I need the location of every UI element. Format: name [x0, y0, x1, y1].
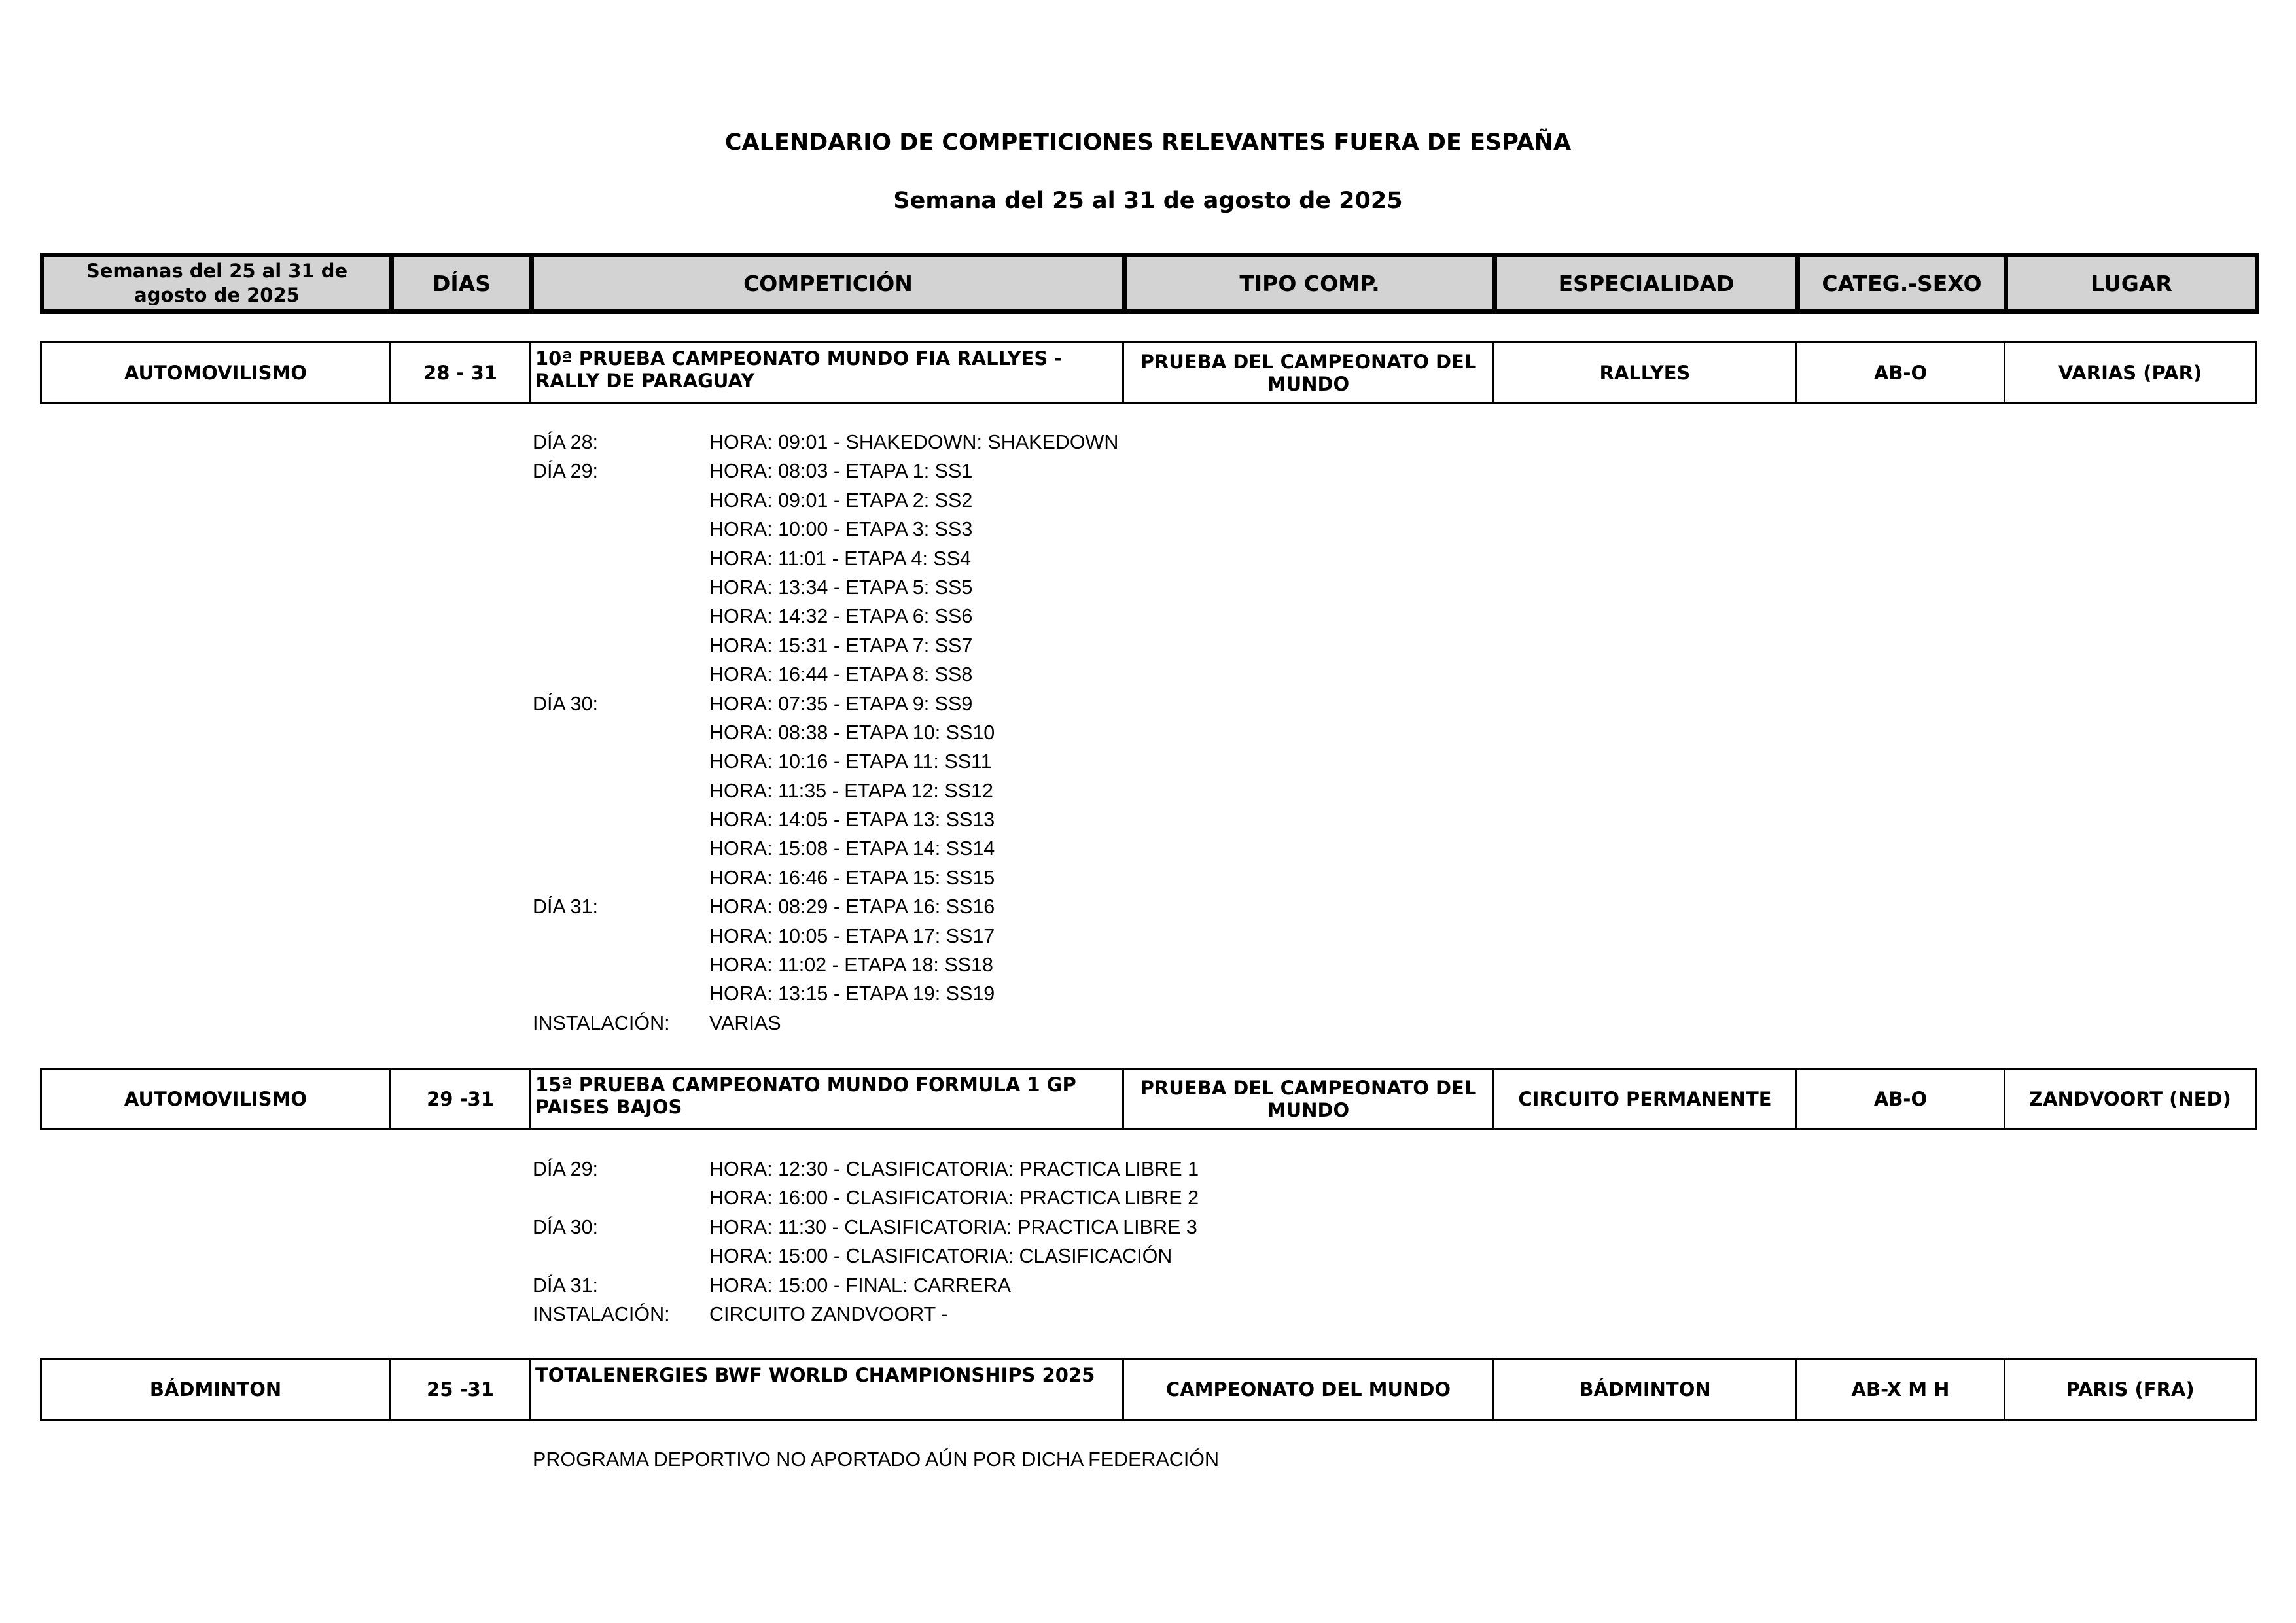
schedule-venue-label: INSTALACIÓN: [533, 1302, 670, 1325]
schedule-line [533, 864, 1118, 892]
schedule-entry: HORA: 15:00 - FINAL: CARRERA [709, 1274, 1012, 1297]
event-category: AB-X M H [1797, 1359, 2005, 1420]
event-row [41, 1069, 2256, 1130]
schedule-day-label: DÍA 29: [533, 460, 599, 483]
schedule-entry: HORA: 14:05 - ETAPA 13: SS13 [709, 809, 995, 831]
schedule-line [533, 777, 1118, 805]
schedule-line [533, 979, 1118, 1008]
schedule-entry: HORA: 08:29 - ETAPA 16: SS16 [709, 896, 995, 918]
schedule-day-label: DÍA 28: [533, 431, 599, 453]
header-week: Semanas del 25 al 31 de agosto de 2025 [43, 255, 392, 312]
event-row-table [40, 1358, 2257, 1421]
event-schedule [533, 1155, 1199, 1329]
header-type: TIPO COMP. [1125, 255, 1495, 312]
schedule-entry: HORA: 15:31 - ETAPA 7: SS7 [709, 634, 973, 657]
schedule-entry: HORA: 10:05 - ETAPA 17: SS17 [709, 924, 995, 947]
header-days: DÍAS [392, 255, 532, 312]
schedule-entry: HORA: 09:01 - ETAPA 2: SS2 [709, 489, 973, 512]
event-competition: 15ª PRUEBA CAMPEONATO MUNDO FORMULA 1 GP PAISES BAJOS [531, 1069, 1123, 1130]
schedule-entry: HORA: 11:35 - ETAPA 12: SS12 [709, 779, 993, 802]
schedule-line [533, 428, 1118, 457]
event-days: 25 -31 [391, 1359, 531, 1420]
schedule-line [533, 1242, 1199, 1270]
schedule-entry: HORA: 11:30 - CLASIFICATORIA: PRACTICA LIBRE 3 [709, 1215, 1197, 1238]
event-place: VARIAS (PAR) [2005, 343, 2256, 404]
schedule-entry: HORA: 16:00 - CLASIFICATORIA: PRACTICA LIBRE 2 [709, 1187, 1199, 1210]
schedule-entry: HORA: 08:03 - ETAPA 1: SS1 [709, 460, 973, 483]
schedule-day-label: DÍA 31: [533, 1274, 599, 1297]
event-sport: BÁDMINTON [41, 1359, 391, 1420]
schedule-entry: HORA: 16:46 - ETAPA 15: SS15 [709, 866, 995, 889]
schedule-line [533, 1183, 1199, 1212]
header-category: CATEG.-SEXO [1798, 255, 2006, 312]
schedule-line [533, 718, 1118, 747]
event-row-table [40, 341, 2257, 404]
event-sport: AUTOMOVILISMO [41, 343, 391, 404]
page-title: CALENDARIO DE COMPETICIONES RELEVANTES FUERA DE ESPAÑA [724, 130, 1572, 156]
event-type: PRUEBA DEL CAMPEONATO DEL MUNDO [1123, 343, 1494, 404]
column-header-row [43, 255, 2257, 312]
schedule-line [533, 515, 1118, 544]
schedule-line [533, 486, 1118, 515]
schedule-day-label: DÍA 29: [533, 1158, 599, 1180]
schedule-day-label: DÍA 30: [533, 692, 599, 715]
schedule-entry: HORA: 10:16 - ETAPA 11: SS11 [709, 750, 992, 773]
schedule-line [533, 834, 1118, 863]
event-row-table [40, 1068, 2257, 1130]
schedule-entry: HORA: 14:32 - ETAPA 6: SS6 [709, 605, 973, 628]
page-subtitle: Semana del 25 al 31 de agosto de 2025 [893, 188, 1403, 214]
header-place: LUGAR [2006, 255, 2257, 312]
schedule-entry: HORA: 10:00 - ETAPA 3: SS3 [709, 518, 973, 541]
schedule-line [533, 922, 1118, 951]
schedule-line [533, 689, 1118, 718]
event-category: AB-O [1797, 343, 2005, 404]
event-competition: 10ª PRUEBA CAMPEONATO MUNDO FIA RALLYES - RALLY DE PARAGUAY [531, 343, 1123, 404]
event-note: PROGRAMA DEPORTIVO NO APORTADO AÚN POR DICHA FEDERACIÓN [533, 1448, 1220, 1471]
schedule-entry: HORA: 15:08 - ETAPA 14: SS14 [709, 837, 995, 860]
event-row [41, 343, 2256, 404]
schedule-day-label: DÍA 30: [533, 1215, 599, 1238]
schedule-line [533, 573, 1118, 602]
schedule-line [533, 1213, 1199, 1242]
schedule-line [533, 1155, 1199, 1183]
schedule-entry: HORA: 16:44 - ETAPA 8: SS8 [709, 663, 973, 686]
schedule-entry: HORA: 15:00 - CLASIFICATORIA: CLASIFICACIÓN [709, 1245, 1173, 1268]
schedule-line [533, 747, 1118, 776]
schedule-line [533, 544, 1118, 573]
schedule-entry: HORA: 11:02 - ETAPA 18: SS18 [709, 954, 993, 977]
event-place: PARIS (FRA) [2005, 1359, 2256, 1420]
event-schedule [533, 428, 1118, 1038]
schedule-venue: VARIAS [709, 1011, 781, 1034]
schedule-entry: HORA: 13:15 - ETAPA 19: SS19 [709, 983, 995, 1005]
column-header-table [40, 253, 2259, 314]
header-specialty: ESPECIALIDAD [1495, 255, 1798, 312]
event-category: AB-O [1797, 1069, 2005, 1130]
schedule-line [533, 631, 1118, 660]
schedule-venue-label: INSTALACIÓN: [533, 1011, 670, 1034]
schedule-line [533, 951, 1118, 979]
schedule-line [533, 457, 1118, 485]
event-row [41, 1359, 2256, 1420]
schedule-line [533, 892, 1118, 921]
schedule-entry: HORA: 07:35 - ETAPA 9: SS9 [709, 692, 973, 715]
schedule-entry: HORA: 08:38 - ETAPA 10: SS10 [709, 721, 995, 744]
schedule-line [533, 1300, 1199, 1329]
schedule-entry: HORA: 13:34 - ETAPA 5: SS5 [709, 576, 973, 599]
schedule-entry: HORA: 09:01 - SHAKEDOWN: SHAKEDOWN [709, 431, 1119, 453]
event-type: PRUEBA DEL CAMPEONATO DEL MUNDO [1123, 1069, 1494, 1130]
event-specialty: BÁDMINTON [1494, 1359, 1797, 1420]
event-specialty: RALLYES [1494, 343, 1797, 404]
schedule-line [533, 602, 1118, 631]
schedule-line [533, 660, 1118, 689]
header-competition: COMPETICIÓN [532, 255, 1125, 312]
event-competition: TOTALENERGIES BWF WORLD CHAMPIONSHIPS 2025 [531, 1359, 1123, 1420]
schedule-entry: HORA: 11:01 - ETAPA 4: SS4 [709, 547, 972, 570]
event-place: ZANDVOORT (NED) [2005, 1069, 2256, 1130]
schedule-entry: HORA: 12:30 - CLASIFICATORIA: PRACTICA LIBRE 1 [709, 1158, 1199, 1180]
event-sport: AUTOMOVILISMO [41, 1069, 391, 1130]
schedule-venue: CIRCUITO ZANDVOORT - [709, 1302, 948, 1325]
schedule-day-label: DÍA 31: [533, 896, 599, 918]
schedule-line [533, 1009, 1118, 1038]
event-days: 29 -31 [391, 1069, 531, 1130]
event-days: 28 - 31 [391, 343, 531, 404]
schedule-line [533, 1271, 1199, 1300]
event-type: CAMPEONATO DEL MUNDO [1123, 1359, 1494, 1420]
schedule-line [533, 805, 1118, 834]
event-specialty: CIRCUITO PERMANENTE [1494, 1069, 1797, 1130]
